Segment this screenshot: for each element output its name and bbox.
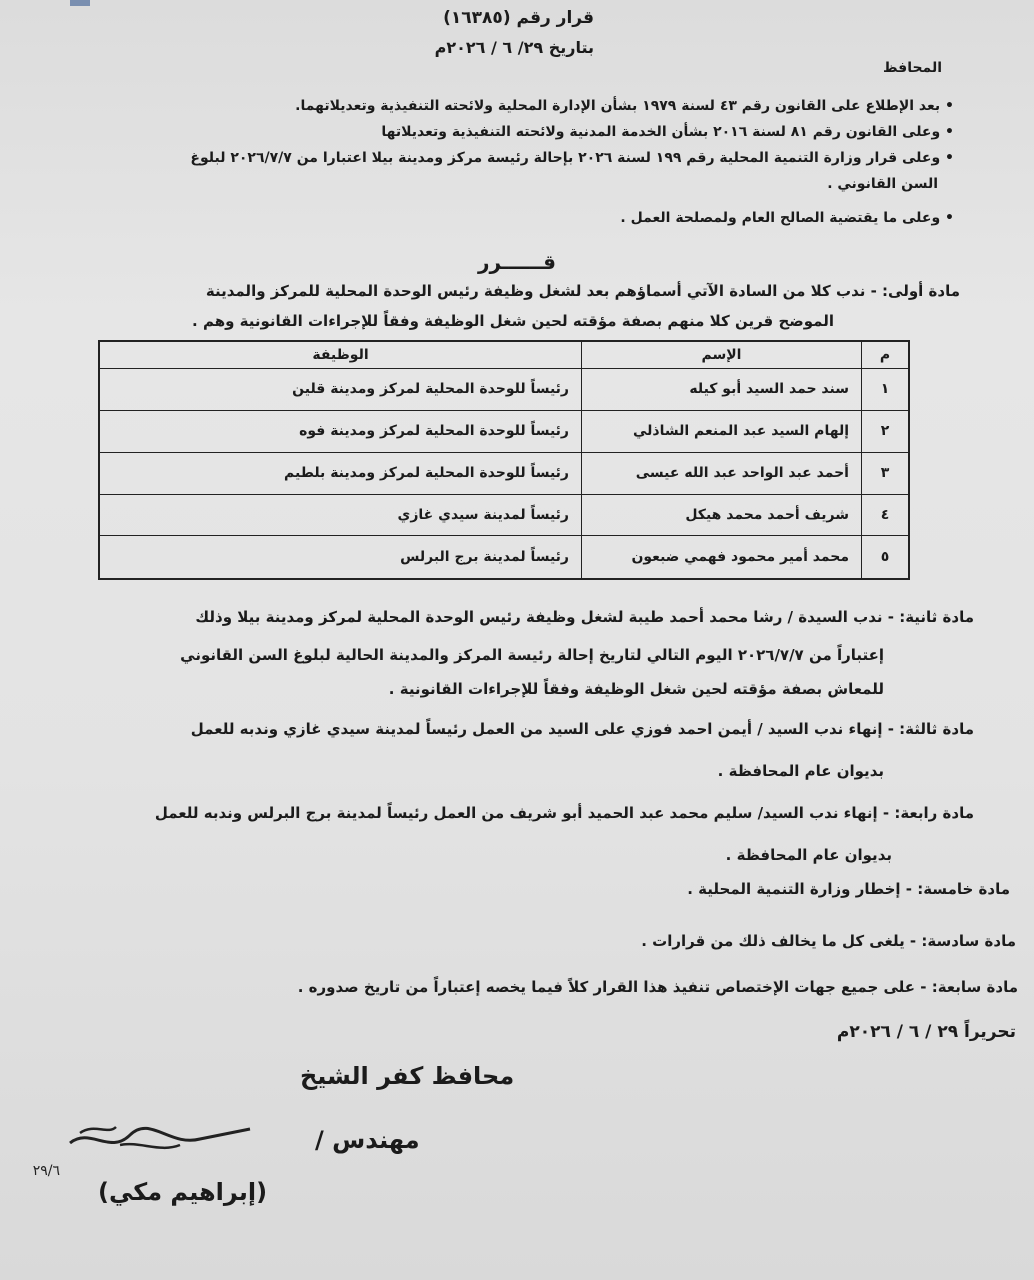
header-number: م <box>862 341 910 369</box>
preamble-line-4: • وعلى ما يقتضية الصالح العام ولمصلحة العمل . <box>620 210 954 226</box>
handwritten-date: ٢٩/٦ <box>32 1163 60 1179</box>
article-5: مادة خامسة: - إخطار وزارة التنمية المحلية . <box>687 880 1010 898</box>
preamble-line-2: • وعلى القانون رقم ٨١ لسنة ٢٠١٦ بشأن الخدمة المدنية ولائحته التنفيذية وتعديلاتها <box>381 124 954 140</box>
row-name: سند حمد السيد أبو كيله <box>582 369 862 411</box>
preamble-line-3: • وعلى قرار وزارة التنمية المحلية رقم ١٩٩ لسنة ٢٠٢٦ بإحالة رئيسة مركز ومدينة بيلا اعتبارا من ٢٠٢٦/٧/٧ لبلوغ <box>190 150 954 166</box>
issue-date: تحريراً ٢٩ / ٦ / ٢٠٢٦م <box>836 1022 1016 1042</box>
header-job: الوظيفة <box>99 341 582 369</box>
article-3-line-2: بديوان عام المحافظة . <box>717 762 884 780</box>
article-2-line-1: مادة ثانية: - ندب السيدة / رشا محمد أحمد طيبة لشغل وظيفة رئيس الوحدة المحلية لمركز ومدينة بيلا وذلك <box>195 608 974 626</box>
row-name: أحمد عبد الواحد عبد الله عيسى <box>582 452 862 494</box>
article-6: مادة سادسة: - يلغى كل ما يخالف ذلك من قرارات . <box>641 932 1016 950</box>
governor-name: (إبراهيم مكي) <box>98 1178 268 1206</box>
preamble-line-1: • بعد الإطلاع على القانون رقم ٤٣ لسنة ١٩٧٩ بشأن الإدارة المحلية ولائحته التنفيذية وتعديلاتهما. <box>295 98 954 114</box>
row-job: رئيساً لمدينة برج البرلس <box>99 536 582 579</box>
preamble-line-3-cont: السن القانوني . <box>827 176 938 192</box>
engineer-label: مهندس / <box>315 1126 420 1154</box>
appointments-table <box>98 340 910 580</box>
row-job: رئيساً للوحدة المحلية لمركز ومدينة فوه <box>99 410 582 452</box>
signatory-title: محافظ كفر الشيخ <box>300 1062 515 1090</box>
article-4-line-2: بديوان عام المحافظة . <box>725 846 892 864</box>
article-4-line-1: مادة رابعة: - إنهاء ندب السيد/ سليم محمد عبد الحميد أبو شريف من العمل رئيساً لمدينة برج البرلس وندبه للعمل <box>154 804 974 822</box>
row-number: ٤ <box>862 494 910 536</box>
decision-date: بتاريخ ٢٩/ ٦ / ٢٠٢٦م <box>434 38 594 57</box>
row-number: ٣ <box>862 452 910 494</box>
article-3-line-1: مادة ثالثة: - إنهاء ندب السيد / أيمن احمد فوزي على السيد من العمل رئيساً لمدينة سيدي غازي وندبه للعمل <box>190 720 974 738</box>
decision-number: قرار رقم (١٦٣٨٥) <box>443 8 594 28</box>
header-name: الإسم <box>582 341 862 369</box>
table-row <box>99 452 909 494</box>
decision-heading: قــــــرر <box>477 250 557 274</box>
table-row <box>99 369 909 411</box>
row-job: رئيساً للوحدة المحلية لمركز ومدينة قلين <box>99 369 582 411</box>
row-number: ٥ <box>862 536 910 579</box>
table-row <box>99 410 909 452</box>
table-row <box>99 494 909 536</box>
row-job: رئيساً للوحدة المحلية لمركز ومدينة بلطيم <box>99 452 582 494</box>
row-name: إلهام السيد عبد المنعم الشاذلي <box>582 410 862 452</box>
paper-clip-mark <box>70 0 90 6</box>
article-2-line-3: للمعاش بصفة مؤقته لحين شغل الوظيفة وفقاً للإجراءات القانونية . <box>388 680 884 698</box>
article-2-line-2: إعتباراً من ٢٠٢٦/٧/٧ اليوم التالي لتاريخ إحالة رئيسة المركز والمدينة الحالية لبلوغ السن القانوني <box>180 646 884 664</box>
article-7: مادة سابعة: - على جميع جهات الإختصاص تنفيذ هذا القرار كلاً فيما يخصه إعتباراً من تاريخ صدوره . <box>297 978 1018 996</box>
governor-heading: المحافظ <box>883 60 942 76</box>
table-header-row <box>99 341 909 369</box>
handwritten-signature <box>32 1105 270 1185</box>
article-1-line-1: مادة أولى: - ندب كلا من السادة الآتي أسماؤهم بعد لشغل وظيفة رئيس الوحدة المحلية للمركز والمدينة <box>205 282 960 300</box>
row-job: رئيساً لمدينة سيدي غازي <box>99 494 582 536</box>
article-1-line-2: الموضح قرين كلا منهم بصفة مؤقته لحين شغل الوظيفة وفقاً للإجراءات القانونية وهم . <box>192 312 834 330</box>
row-name: شريف أحمد محمد هيكل <box>582 494 862 536</box>
row-name: محمد أمير محمود فهمي ضبعون <box>582 536 862 579</box>
table-row <box>99 536 909 579</box>
row-number: ١ <box>862 369 910 411</box>
row-number: ٢ <box>862 410 910 452</box>
